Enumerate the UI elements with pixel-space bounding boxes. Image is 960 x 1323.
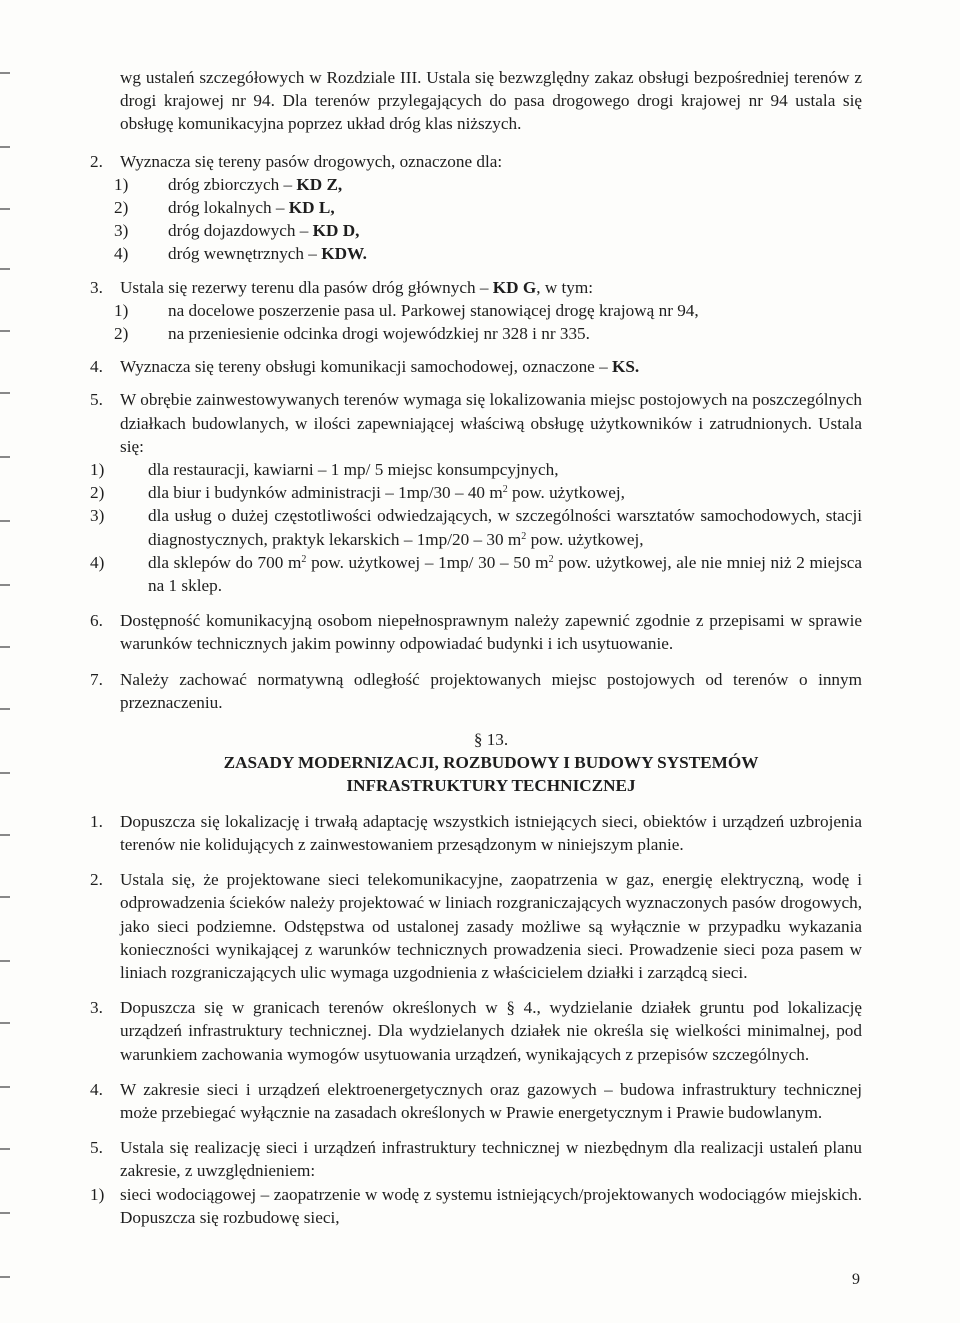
scan-margin-mark xyxy=(0,1212,10,1214)
list-item-number: 2) xyxy=(114,198,129,218)
paragraph-number: 6. xyxy=(90,611,103,631)
list-item xyxy=(90,1183,862,1229)
paragraph-number: 5. xyxy=(90,1138,103,1158)
paragraph-number: 1. xyxy=(90,811,103,831)
paragraph-text: Ustala się realizację sieci i urządzeń infrastruktury technicznej w niezbędnym dla realizacji ustaleń planu zakresie, z uwzględnieniem: xyxy=(120,1138,862,1181)
paragraph-text: Wyznacza się tereny obsługi komunikacji samochodowej, oznaczone – xyxy=(120,357,612,377)
list-item-text: dla biur i budynków administracji – 1mp/30 – 40 m xyxy=(148,483,503,503)
paragraph-number: 4. xyxy=(90,357,103,377)
scan-margin-mark xyxy=(0,146,10,148)
scan-margin-mark xyxy=(0,268,10,270)
scan-margin-mark xyxy=(0,646,10,648)
scan-margin-mark xyxy=(0,1148,10,1150)
paragraph-text-after: , w tym: xyxy=(536,277,594,297)
list-item-number: 3) xyxy=(114,221,129,241)
section-title-line-2: INFRASTRUKTURY TECHNICZNEJ xyxy=(346,776,636,796)
list-item xyxy=(90,504,862,550)
list-item-number: 4) xyxy=(90,552,105,572)
list-item-number: 1) xyxy=(114,174,129,194)
paragraph-text: Dopuszcza się lokalizację i trwałą adaptację wszystkich istniejących sieci, obiektów i urządzeń uzbrojenia terenów nie kolidujących z zainwestowaniem przesądzonym w niniejszym planie. xyxy=(120,811,862,854)
scan-margin-mark xyxy=(0,520,10,522)
section-paragraph-4 xyxy=(90,1078,862,1124)
document-body xyxy=(90,66,863,1229)
list-item-number: 3) xyxy=(90,506,105,526)
paragraph-text: Ustala się rezerwy terenu dla pasów dróg głównych – xyxy=(120,277,493,297)
superscript: 2 xyxy=(521,530,527,542)
list-item-text: dla restauracji, kawiarni – 1 mp/ 5 miejsc konsumpcyjnych, xyxy=(148,460,559,480)
paragraph-3 xyxy=(90,276,862,346)
list-item xyxy=(90,551,863,597)
paragraph-text: Ustala się, że projektowane sieci telekomunikacyjne, zaopatrzenia w gaz, energię elektryczną, wodę i odprowadzenia ścieków należy projektować w liniach rozgraniczających wyznaczonych pasów drogowych, jako sieci podziemne. Odstępstwa od ustalonej zasady możliwe są wyłącznie w przypadku wykazania konieczności wynikającej z warunków technicznych prowadzenia sieci. Prowadzenie sieci poza pasem w liniach rozgraniczających ulic wymaga uzgodnienia z właścicielem działki i zarządcą sieci. xyxy=(120,870,862,982)
scan-margin-mark xyxy=(0,584,10,586)
paragraph-number: 3. xyxy=(90,998,103,1018)
paragraph-number: 3. xyxy=(90,277,103,297)
section-paragraph-3 xyxy=(90,996,862,1066)
paragraph-2 xyxy=(90,150,862,266)
list-item xyxy=(114,322,862,345)
section-number: § 13. xyxy=(473,730,509,750)
list-item-text: na przeniesienie odcinka drogi wojewódzkiej nr 328 i nr 335. xyxy=(168,324,590,344)
paragraph-number: 2. xyxy=(90,870,103,890)
section-paragraph-2 xyxy=(90,868,862,984)
zone-code: KD D, xyxy=(312,221,360,241)
paragraph-6 xyxy=(90,609,862,655)
zone-code: KS. xyxy=(611,357,640,377)
paragraph-text: Dostępność komunikacyjną osobom niepełnosprawnym należy zapewnić zgodnie z przepisami w sprawie warunków technicznych jakim powinny odpowiadać budynki i ich usytuowanie. xyxy=(120,611,862,654)
section-paragraph-5 xyxy=(90,1136,862,1182)
section-paragraph-1 xyxy=(90,810,862,856)
paragraph-number: 2. xyxy=(90,151,103,171)
scan-margin-mark xyxy=(0,330,10,332)
list-item xyxy=(114,196,862,219)
list-item-text: dróg wewnętrznych – xyxy=(168,244,322,264)
intro-paragraph: wg ustaleń szczegółowych w Rozdziale III. Ustala się bezwzględny zakaz obsługi bezpośredniej terenów z drogi krajowej nr 94. Dla terenów przylegających do pasa drogowego drogi krajowej nr 94 ustala się obsługę komunikacyjna poprzez układ dróg klas niższych. xyxy=(120,68,862,134)
list-item-text: dla usług o dużej częstotliwości odwiedzających, w szczególności warsztatów samochodowych, stacji diagnostycznych, praktyk lekarskich – 1mp/20 – 30 m xyxy=(148,506,862,549)
scan-margin-mark xyxy=(0,456,10,458)
list-item-text: dla sklepów do 700 m xyxy=(148,552,302,572)
paragraph-text: Wyznacza się tereny pasów drogowych, oznaczone dla: xyxy=(120,151,503,171)
list-item-text-cont: pow. użytkowej, xyxy=(507,483,625,503)
scan-margin-mark xyxy=(0,896,10,898)
scan-margin-mark xyxy=(0,1276,10,1278)
zone-code: KD Z, xyxy=(296,174,343,194)
scan-margin-mark xyxy=(0,1086,10,1088)
scan-margin-mark xyxy=(0,772,10,774)
list-item-text: sieci wodociągowej – zaopatrzenie w wodę z systemu istniejących/projektowanych wodociągów miejskich. Dopuszcza się rozbudowę sieci, xyxy=(120,1184,862,1227)
list-item xyxy=(114,242,862,265)
list-item-text: dróg dojazdowych – xyxy=(168,221,313,241)
paragraph-text: Dopuszcza się w granicach terenów określonych w § 4., wydzielanie działek gruntu pod lokalizację urządzeń infrastruktury technicznej. Dla wydzielanych działek nie określa się wielkości minimalnej, pod warunkiem zachowania wymogów usytuowania urządzeń, wynikających z przepisów szczególnych. xyxy=(120,998,862,1064)
list-item-number: 4) xyxy=(114,244,129,264)
list-item-number: 1) xyxy=(90,460,105,480)
scan-margin-mark xyxy=(0,72,10,74)
scan-margin-mark xyxy=(0,708,10,710)
scan-margin-mark xyxy=(0,392,10,394)
paragraph-text: W obrębie zainwestowywanych terenów wymaga się lokalizowania miejsc postojowych na poszczególnych działkach budowlanych, w ilości zapewniającej właściwą obsługę użytkowników i zatrudnionych. Ustala się: xyxy=(120,390,862,456)
list-item-text-cont: pow. użytkowej, ale nie mniej niż 2 miejsca na 1 sklep. xyxy=(148,552,863,596)
scan-margin-mark xyxy=(0,960,10,962)
superscript: 2 xyxy=(301,553,307,565)
zone-code: KD L, xyxy=(288,198,335,218)
list-item-number: 2) xyxy=(114,324,129,344)
paragraph-4 xyxy=(90,355,862,378)
list-item-text-cont: pow. użytkowej, xyxy=(526,529,644,549)
paragraph-7 xyxy=(90,668,862,714)
list-item-text-cont: pow. użytkowej – 1mp/ 30 – 50 m xyxy=(306,552,549,572)
list-item xyxy=(114,219,862,242)
section-title-line-1: ZASADY MODERNIZACJI, ROZBUDOWY I BUDOWY SYSTEMÓW xyxy=(223,753,759,773)
list-item-text: dróg lokalnych – xyxy=(168,198,289,218)
scan-margin-mark xyxy=(0,1022,10,1024)
paragraph-number: 4. xyxy=(90,1079,103,1099)
superscript: 2 xyxy=(548,553,554,565)
paragraph-number: 7. xyxy=(90,669,103,689)
page-number: 9 xyxy=(852,1271,860,1288)
list-item-number: 2) xyxy=(90,483,105,503)
list-item-text: na docelowe poszerzenie pasa ul. Parkowej stanowiącej drogę krajową nr 94, xyxy=(168,300,699,320)
list-item-number: 1) xyxy=(90,1184,105,1204)
list-item-number: 1) xyxy=(114,300,129,320)
paragraph-text: Należy zachować normatywną odległość projektowanych miejsc postojowych od terenów o innym przeznaczeniu. xyxy=(120,669,862,712)
list-item xyxy=(90,458,862,481)
list-item-text: dróg zbiorczych – xyxy=(168,174,297,194)
list-item xyxy=(90,481,862,504)
list-item xyxy=(114,299,862,322)
list-item xyxy=(114,173,862,196)
zone-code: KDW. xyxy=(321,244,367,264)
zone-code: KD G xyxy=(492,277,537,297)
superscript: 2 xyxy=(502,484,508,496)
paragraph-5 xyxy=(90,388,863,597)
paragraph-number: 5. xyxy=(90,390,103,410)
paragraph-text: W zakresie sieci i urządzeń elektroenergetycznych oraz gazowych – budowa infrastruktury technicznej może przebiegać wyłącznie na zasadach określonych w Prawie energetycznym i Prawie budowlanym. xyxy=(120,1079,862,1122)
scan-margin-mark xyxy=(0,834,10,836)
scan-margin-mark xyxy=(0,208,10,210)
